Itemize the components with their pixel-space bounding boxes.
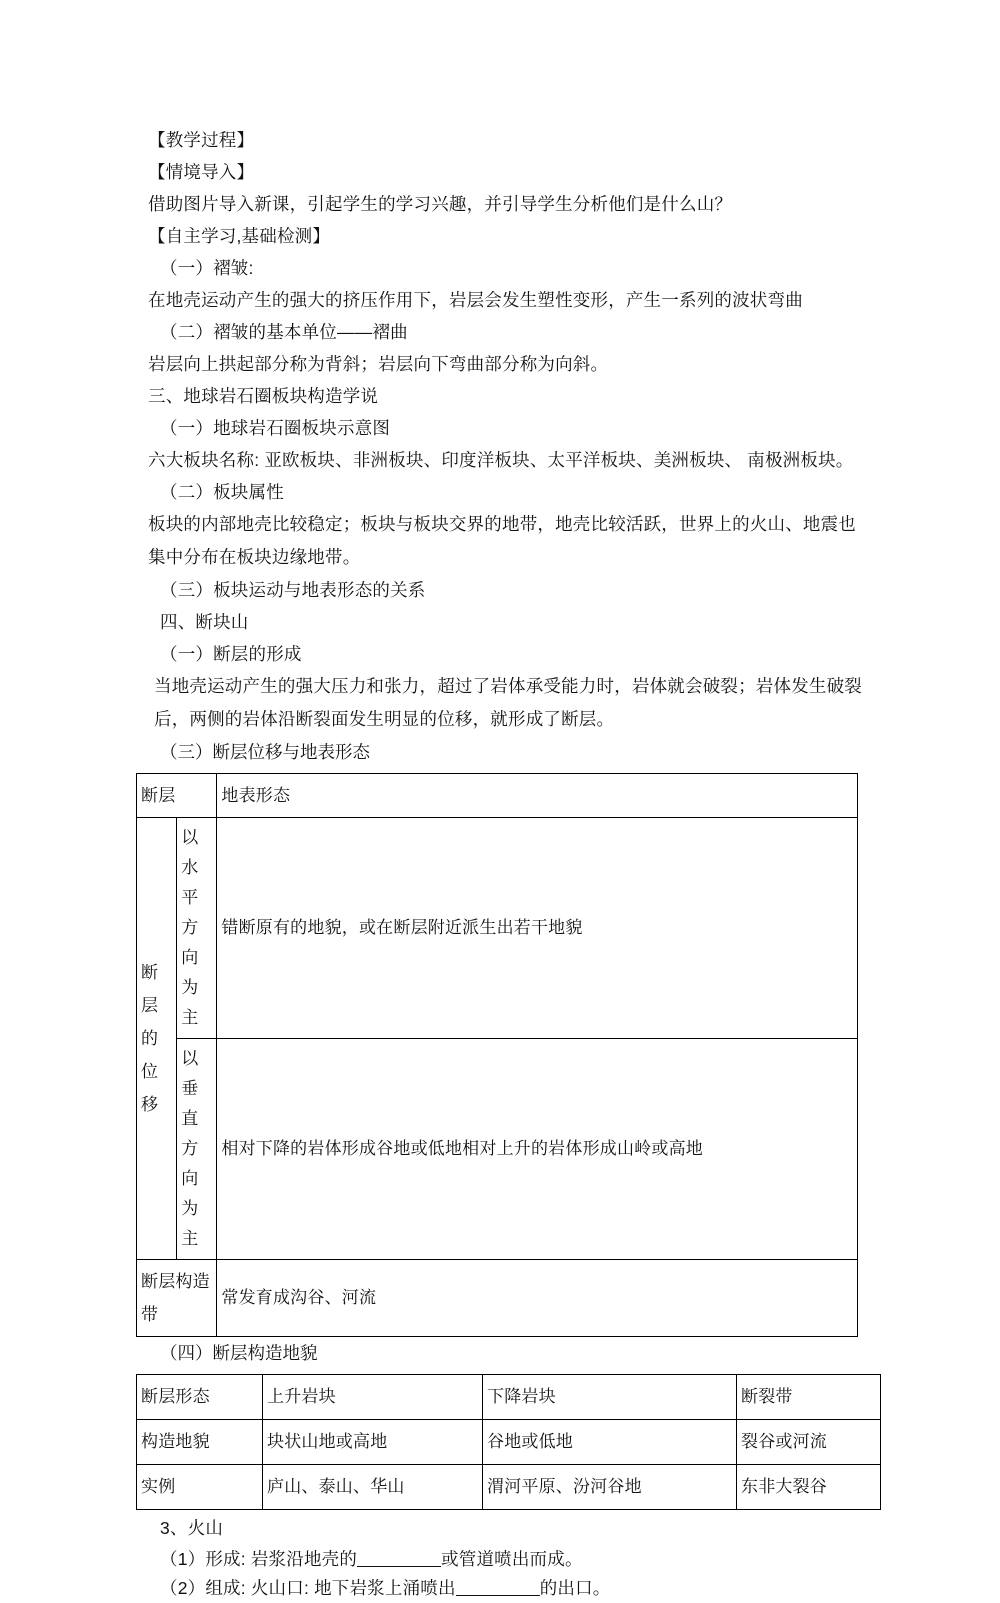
cell-displacement-group-label: 断层的位移: [137, 818, 177, 1260]
cell-structural-landform-downthrown: 谷地或低地: [483, 1420, 737, 1465]
cell-landform-header: 地表形态: [217, 774, 858, 818]
fold-section-subtitle: （二）褶皱的基本单位——褶曲: [160, 322, 408, 342]
fold-section-body: 在地壳运动产生的强大的挤压作用下，岩层会发生塑性变形，产生一系列的波状弯曲: [148, 290, 803, 310]
fault-formation-title: （一）断层的形成: [160, 644, 302, 664]
table-row: [137, 1260, 858, 1337]
cell-fault-zone-landform: 常发育成沟谷、河流: [217, 1260, 858, 1337]
cell-uplifted-block-header: 上升岩块: [263, 1375, 483, 1420]
table-row: [137, 1039, 858, 1260]
volcano-formation-line: [148, 1545, 860, 1574]
heading-situation-intro: 【情境导入】: [148, 162, 255, 182]
fault-landform-table: [136, 1374, 881, 1510]
plate-diagram-title: （一）地球岩石圈板块示意图: [160, 418, 391, 438]
cell-example-label: 实例: [137, 1465, 263, 1510]
volcano-formation-suffix: 或管道喷出而成。: [441, 1549, 583, 1569]
volcano-section-title: 3、火山: [160, 1518, 224, 1538]
volcano-composition-blank: [456, 1580, 540, 1596]
cell-landform-vertical: 相对下降的岩体形成谷地或低地相对上升的岩体形成山岭或高地: [217, 1039, 858, 1260]
cell-structural-landform-fracture: 裂谷或河流: [737, 1420, 881, 1465]
table-row: [137, 1465, 881, 1510]
cell-direction-vertical: 以垂直方向为主: [177, 1039, 217, 1260]
fold-section-title: （一）褶皱:: [160, 258, 254, 278]
fault-displacement-caption: （三）断层位移与地表形态: [160, 742, 370, 762]
plate-names-body: 六大板块名称: 亚欧板块、非洲板块、印度洋板块、太平洋板块、美洲板块、 南极洲板块。: [148, 450, 854, 470]
heading-self-study: 【自主学习,基础检测】: [148, 226, 331, 246]
table-row: [137, 774, 858, 818]
fault-landform-caption: （四）断层构造地貌: [160, 1343, 318, 1363]
cell-downthrown-block-header: 下降岩块: [483, 1375, 737, 1420]
volcano-formation-blank: [357, 1551, 441, 1567]
cell-example-uplifted: 庐山、泰山、华山: [263, 1465, 483, 1510]
cell-fault-zone-label: 断层构造带: [137, 1260, 217, 1337]
plate-motion-title: （三）板块运动与地表形态的关系: [160, 580, 426, 600]
volcano-section: [148, 1510, 860, 1603]
volcano-composition-line: [148, 1574, 860, 1603]
situation-intro-body: 借助图片导入新课，引起学生的学习兴趣，并引导学生分析他们是什么山？: [148, 194, 733, 214]
cell-fault-header: 断层: [137, 774, 217, 818]
plate-section-title: 三、地球岩石圈板块构造学说: [148, 386, 379, 406]
cell-example-fracture: 东非大裂谷: [737, 1465, 881, 1510]
plate-attributes-body: 板块的内部地壳比较稳定；板块与板块交界的地带，地壳比较活跃，世界上的火山、地震也集中分布在板块边缘地带。: [148, 514, 856, 567]
fault-formation-body: 当地壳运动产生的强大压力和张力，超过了岩体承受能力时，岩体就会破裂；岩体发生破裂后，两侧的岩体沿断裂面发生明显的位移，就形成了断层。: [154, 676, 862, 729]
table-row: [137, 818, 858, 1039]
document-content: [141, 124, 862, 1603]
cell-structural-landform-label: 构造地貌: [137, 1420, 263, 1465]
table-row: [137, 1420, 881, 1465]
cell-structural-landform-uplifted: 块状山地或高地: [263, 1420, 483, 1465]
volcano-formation-prefix: （1）形成: 岩浆沿地壳的: [160, 1549, 358, 1569]
cell-fault-form-label: 断层形态: [137, 1375, 263, 1420]
fault-section-title: 四、断块山: [160, 612, 249, 632]
cell-direction-horizontal: 以水平方向为主: [177, 818, 217, 1039]
cell-fracture-zone-header: 断裂带: [737, 1375, 881, 1420]
cell-landform-horizontal: 错断原有的地貌，或在断层附近派生出若干地貌: [217, 818, 858, 1039]
fold-section-sub-body: 岩层向上拱起部分称为背斜；岩层向下弯曲部分称为向斜。: [148, 354, 609, 374]
volcano-composition-prefix: （2）组成: 火山口: 地下岩浆上涌喷出: [160, 1578, 456, 1598]
plate-attributes-title: （二）板块属性: [160, 482, 284, 502]
fault-displacement-table: [136, 773, 858, 1337]
cell-example-downthrown: 渭河平原、汾河谷地: [483, 1465, 737, 1510]
table-row: [137, 1375, 881, 1420]
heading-teaching-process: 【教学过程】: [148, 130, 255, 150]
volcano-composition-suffix: 的出口。: [539, 1578, 611, 1598]
